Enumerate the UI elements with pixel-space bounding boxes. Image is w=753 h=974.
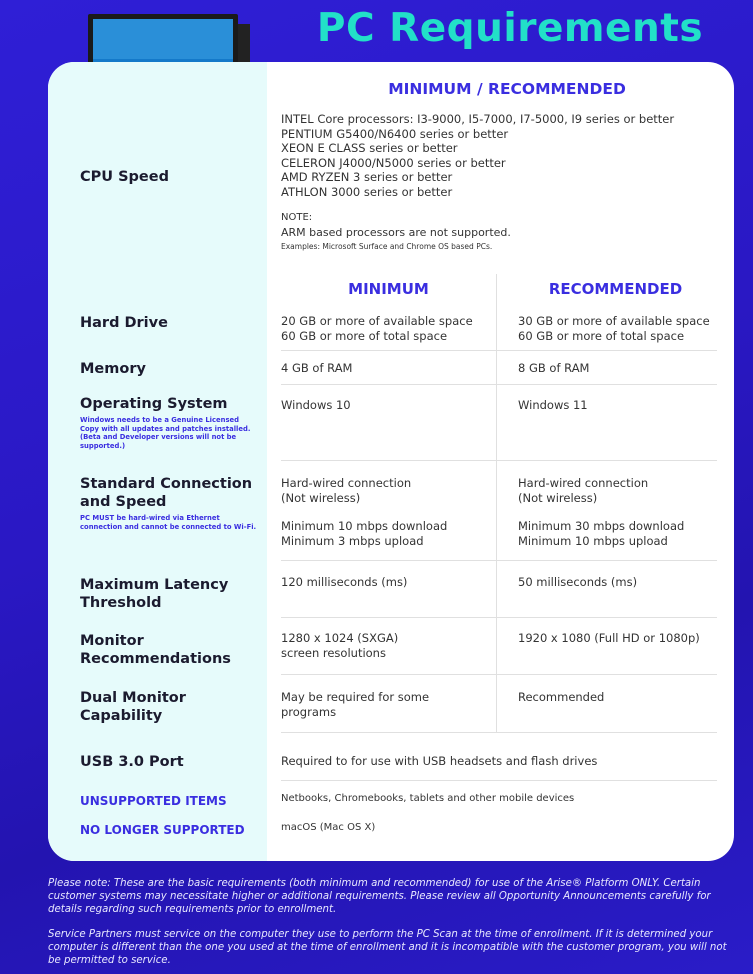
row-divider — [281, 732, 717, 733]
row-divider — [281, 617, 717, 618]
os-rec: Windows 11 — [518, 398, 588, 412]
usb-value: Required to for use with USB headsets and flash drives — [281, 754, 598, 768]
cpu-requirements: INTEL Core processors: I3-9000, I5-7000, I7-5000, I9 series or better PENTIUM G5400/N6400 series or better XEON E CLASS series or better CELERON J4000/N5000 series or better AMD RYZEN 3 series or better ATHLON 3000 series or better NOTE: ARM based processors are not supported. Examples: Microsoft Surface and Chrome OS based PCs. — [281, 112, 675, 251]
usb-label: USB 3.0 Port — [80, 754, 184, 770]
column-recommended: RECOMMENDED — [548, 280, 683, 298]
os-note: Windows needs to be a Genuine Licensed Copy with all updates and patches installed. (Beta and Developer versions will not be supported.) — [80, 416, 251, 450]
memory-rec: 8 GB of RAM — [518, 361, 590, 375]
no-longer-supported-value: macOS (Mac OS X) — [281, 822, 376, 833]
column-minimum: MINIMUM — [348, 280, 429, 298]
footer-note-2: Service Partners must service on the computer they use to perform the PC Scan at the time of enrollment. If it is determined your computer is different than the one you used at the time of enrollment and it is incompatible with the customer program, you will not be permitted to service. — [48, 929, 727, 966]
dual-monitor-rec: Recommended — [518, 690, 605, 704]
memory-label: Memory — [80, 361, 146, 377]
requirements-card — [48, 62, 734, 861]
row-divider — [281, 674, 717, 675]
cpu-label: CPU Speed — [80, 169, 169, 185]
monitor-rec: 1920 x 1080 (Full HD or 1080p) — [518, 631, 700, 645]
os-min: Windows 10 — [281, 398, 351, 412]
unsupported-label: UNSUPPORTED ITEMS — [80, 794, 227, 808]
hard-drive-min: 20 GB or more of available space 60 GB or more of total space — [281, 314, 473, 343]
unsupported-value: Netbooks, Chromebooks, tablets and other mobile devices — [281, 793, 575, 804]
no-longer-supported-label: NO LONGER SUPPORTED — [80, 823, 245, 837]
connection-rec: Hard-wired connection (Not wireless) Minimum 30 mbps download Minimum 10 mbps upload — [518, 476, 685, 548]
row-divider — [281, 460, 717, 461]
monitor-label: Monitor Recommendations — [80, 633, 231, 667]
latency-min: 120 milliseconds (ms) — [281, 575, 408, 589]
connection-note: PC MUST be hard-wired via Ethernet connection and cannot be connected to Wi-Fi. — [80, 514, 257, 531]
hard-drive-rec: 30 GB or more of available space 60 GB or more of total space — [518, 314, 710, 343]
latency-label: Maximum Latency Threshold — [80, 577, 229, 611]
connection-label: Standard Connection and Speed — [80, 476, 253, 510]
row-divider — [281, 350, 717, 351]
column-divider — [496, 274, 497, 732]
row-divider — [281, 384, 717, 385]
monitor-min: 1280 x 1024 (SXGA) screen resolutions — [281, 631, 399, 660]
footer-note-1: Please note: These are the basic requirements (both minimum and recommended) for use of the Arise® Platform ONLY. Certain customer systems may necessitate higher or additional requirements. Please review all Opportunity Announcements carefully for details regarding such requirements prior to enrollment. — [48, 878, 711, 915]
connection-min: Hard-wired connection (Not wireless) Minimum 10 mbps download Minimum 3 mbps upload — [281, 476, 448, 548]
row-divider — [281, 780, 717, 781]
dual-monitor-label: Dual Monitor Capability — [80, 690, 186, 724]
os-label: Operating System — [80, 396, 228, 412]
latency-rec: 50 milliseconds (ms) — [518, 575, 638, 589]
dual-monitor-min: May be required for some programs — [281, 690, 430, 719]
memory-min: 4 GB of RAM — [281, 361, 353, 375]
page-title: PC Requirements — [316, 6, 704, 51]
header-min-rec: MINIMUM / RECOMMENDED — [388, 80, 626, 98]
row-divider — [281, 560, 717, 561]
hard-drive-label: Hard Drive — [80, 315, 168, 331]
